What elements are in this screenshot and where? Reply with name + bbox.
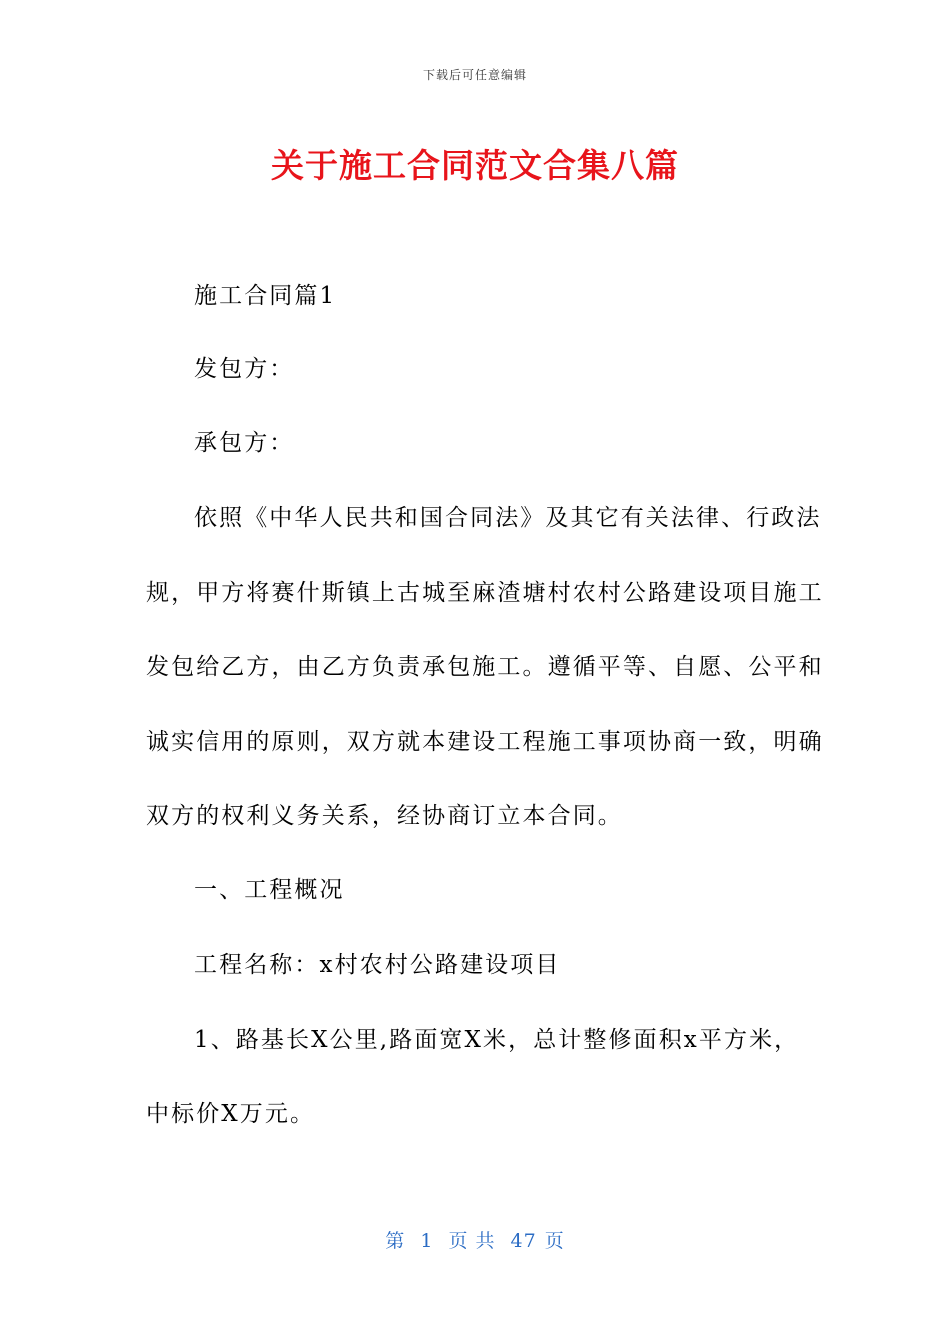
- paragraph-line: 中标价X万元。: [146, 1101, 316, 1127]
- paragraph-line: 诚实信用的原则，双方就本建设工程施工事项协商一致，明确: [146, 729, 824, 755]
- paragraph-line: 发包方：: [194, 356, 295, 382]
- paragraph-line: 发包给乙方，由乙方负责承包施工。遵循平等、自愿、公平和: [146, 654, 824, 680]
- section-heading: 一、工程概况: [194, 877, 345, 903]
- footer-prefix: 第: [385, 1230, 406, 1252]
- document-title: 关于施工合同范文合集八篇: [271, 146, 679, 185]
- current-page-number: 1: [420, 1230, 434, 1252]
- paragraph-line: 双方的权利义务关系，经协商订立本合同。: [146, 803, 623, 829]
- footer-suffix: 页: [544, 1230, 565, 1252]
- paragraph-line: 依照《中华人民共和国合同法》及其它有关法律、行政法: [194, 505, 822, 531]
- page-footer: [0, 1226, 950, 1253]
- paragraph-line: 承包方：: [194, 430, 295, 456]
- paragraph-line: 1、路基长X公里,路面宽X米，总计整修面积x平方米，: [194, 1027, 800, 1053]
- paragraph-line: 工程名称：x村农村公路建设项目: [194, 952, 561, 978]
- total-pages: 47: [510, 1230, 537, 1252]
- paragraph-line: 规，甲方将赛什斯镇上古城至麻渣塘村农村公路建设项目施工: [146, 580, 824, 606]
- footer-middle: 页 共: [448, 1230, 496, 1252]
- paragraph-line: 施工合同篇1: [194, 283, 337, 309]
- header-note: 下载后可任意编辑: [422, 68, 527, 82]
